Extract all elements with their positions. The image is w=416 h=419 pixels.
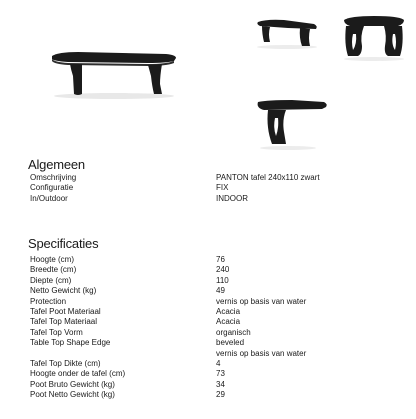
spec-value: Acacia	[216, 306, 241, 316]
spec-value: FIX	[216, 183, 229, 193]
spec-label: Netto Gewicht (kg)	[30, 286, 97, 296]
spec-value: 110	[216, 275, 229, 285]
product-image-thumb-2	[340, 10, 408, 62]
spec-row	[30, 173, 390, 183]
spec-value: 4	[216, 358, 221, 368]
spec-value: 34	[216, 379, 225, 389]
spec-value: vernis op basis van water	[216, 348, 307, 358]
spec-value: 73	[216, 369, 225, 379]
spec-label: Poot Bruto Gewicht (kg)	[30, 379, 115, 389]
spec-label: In/Outdoor	[30, 193, 68, 203]
spec-row	[30, 307, 390, 317]
spec-label: Table Top Shape Edge	[30, 338, 111, 348]
product-image-main	[48, 46, 180, 102]
spec-value: 49	[216, 286, 225, 296]
spec-row	[30, 276, 390, 286]
spec-value: organisch	[216, 327, 251, 337]
spec-row	[30, 359, 390, 369]
spec-label: Protection	[30, 296, 67, 306]
spec-value: INDOOR	[216, 193, 248, 203]
spec-row	[30, 297, 390, 307]
spec-label: Tafel Top Dikte (cm)	[30, 358, 101, 368]
section-title-general: Algemeen	[28, 157, 85, 172]
spec-row	[30, 255, 390, 265]
spec-row	[30, 317, 390, 327]
spec-row	[30, 265, 390, 275]
spec-label: Diepte (cm)	[30, 275, 72, 285]
spec-label: Hoogte onder de tafel (cm)	[30, 369, 126, 379]
spec-row	[30, 286, 390, 296]
spec-value: beveled	[216, 338, 245, 348]
spec-value: Acacia	[216, 317, 241, 327]
spec-row	[30, 328, 390, 338]
spec-value: 29	[216, 390, 225, 400]
section-title-specs: Specificaties	[28, 236, 99, 251]
spec-row	[30, 380, 390, 390]
spec-row	[30, 369, 390, 379]
spec-row	[30, 390, 390, 400]
spec-label: Breedte (cm)	[30, 265, 77, 275]
spec-label: Poot Netto Gewicht (kg)	[30, 390, 115, 400]
spec-label: Omschrijving	[30, 173, 77, 182]
spec-value: 240	[216, 265, 230, 275]
spec-row	[30, 349, 390, 359]
spec-value: 76	[216, 255, 225, 264]
specifications-spec-list	[30, 255, 390, 400]
spec-label: Tafel Poot Materiaal	[30, 306, 101, 316]
spec-label: Configuratie	[30, 183, 74, 193]
spec-row	[30, 194, 390, 204]
spec-label: Hoogte (cm)	[30, 255, 75, 264]
spec-value: vernis op basis van water	[216, 296, 307, 306]
product-image-thumb-1	[254, 16, 320, 50]
product-image-thumb-3	[252, 96, 330, 152]
spec-value: PANTON tafel 240x110 zwart	[216, 173, 320, 182]
general-spec-list	[30, 173, 390, 204]
spec-label: Tafel Top Materiaal	[30, 317, 97, 327]
spec-row	[30, 183, 390, 193]
spec-label: Tafel Top Vorm	[30, 327, 83, 337]
spec-row	[30, 338, 390, 348]
